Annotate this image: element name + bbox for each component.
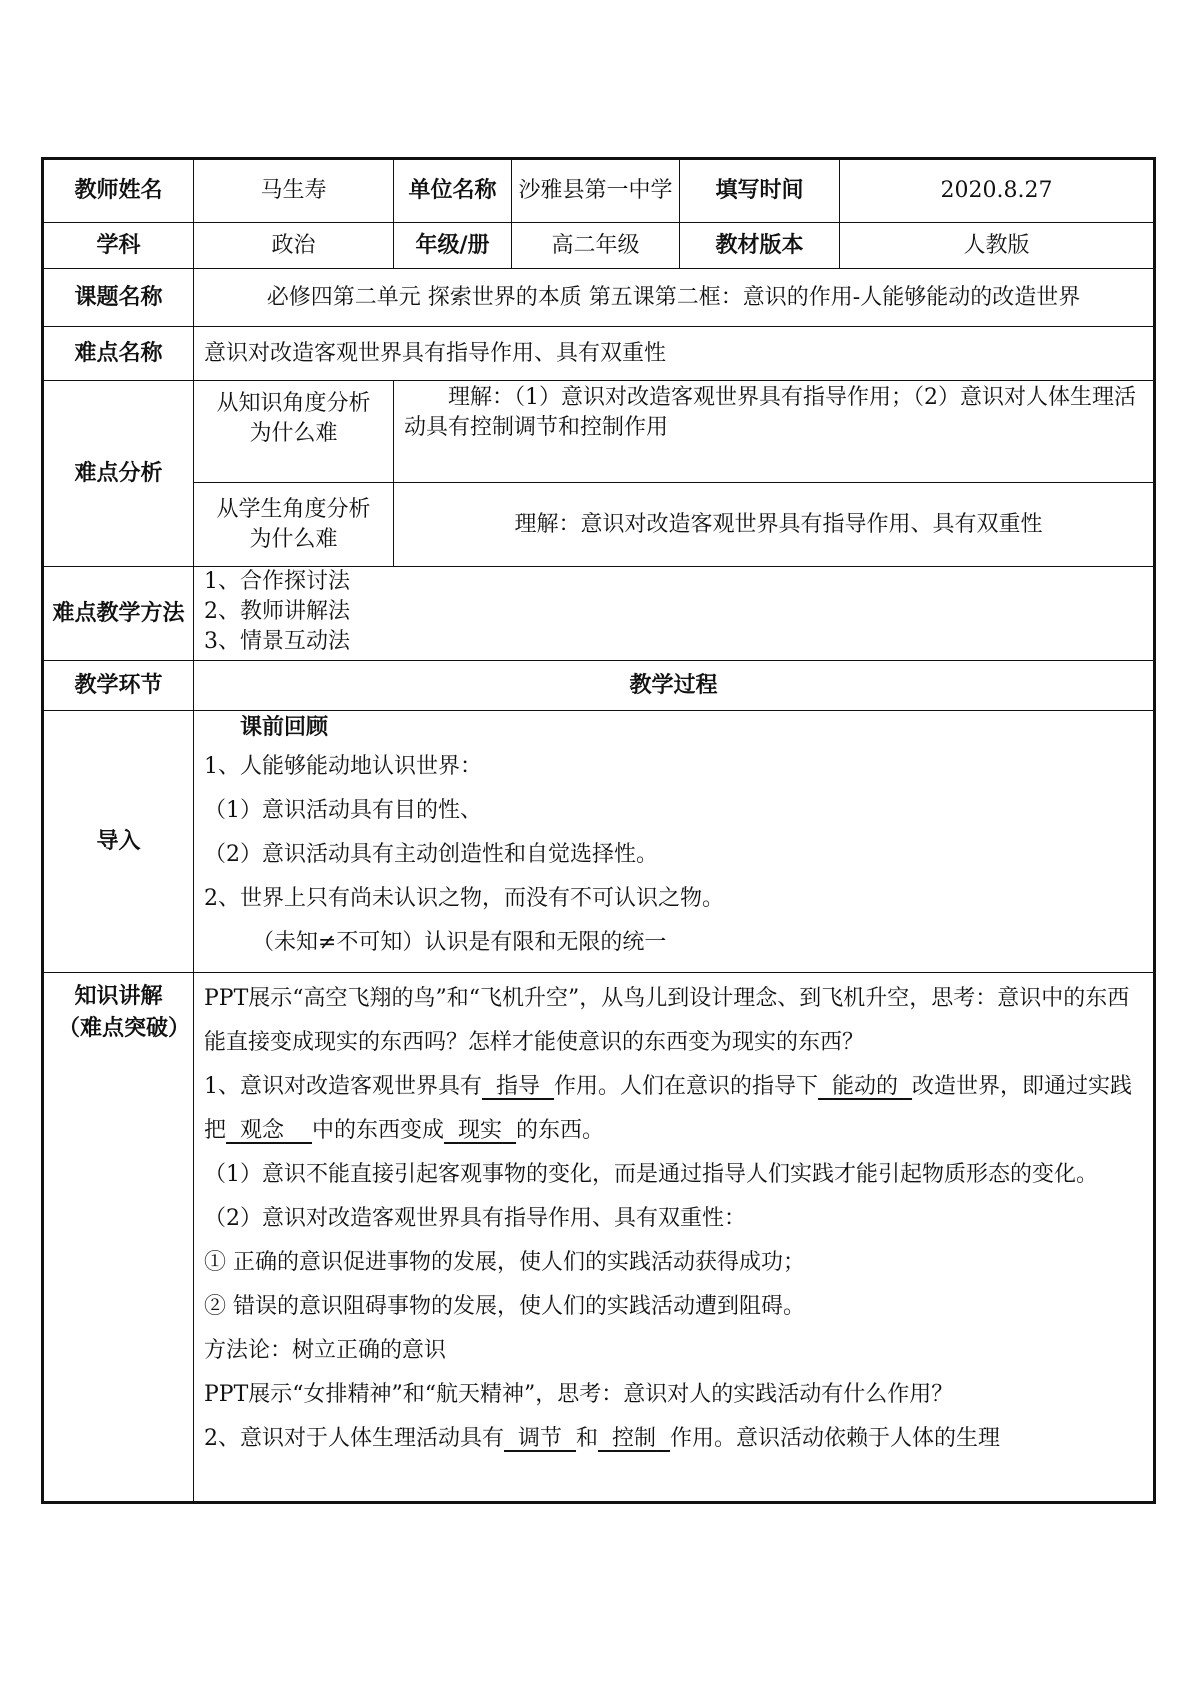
methods-row	[43, 567, 1155, 661]
fill-blank	[598, 1426, 670, 1451]
subject-label: 学科	[43, 223, 194, 269]
analysis-knowledge-text: 理解：（1）意识对改造客观世界具有指导作用；（2）意识对人体生理活动具有控制调节和控制作用	[394, 381, 1155, 483]
analysis-row-knowledge	[43, 381, 1155, 483]
fill-blank-text: 控制	[612, 1426, 657, 1451]
date-label: 填写时间	[680, 159, 840, 223]
teacher-label: 教师姓名	[43, 159, 194, 223]
knowledge-text: 2、意识对于人体生理活动具有	[204, 1426, 504, 1451]
intro-content	[194, 711, 1155, 973]
fill-blank	[482, 1074, 554, 1099]
knowledge-text: 中的东西变成	[312, 1118, 445, 1143]
process-header-row	[43, 661, 1155, 711]
analysis-student-label: 从学生角度分析为什么难	[194, 483, 394, 567]
analysis-label: 难点分析	[43, 381, 194, 567]
knowledge-text: 的东西。	[516, 1118, 605, 1143]
method-item: 3、情景互动法	[204, 629, 350, 654]
intro-row	[43, 711, 1155, 973]
knowledge-text: 和	[576, 1426, 599, 1451]
date-value: 2020.8.27	[840, 159, 1155, 223]
knowledge-text: 作用。意识活动依赖于人体的生理	[670, 1426, 1001, 1451]
methods-label: 难点教学方法	[43, 567, 194, 661]
fill-blank-text: 调节	[518, 1426, 563, 1451]
edition-value: 人教版	[840, 223, 1155, 269]
difficulty-row	[43, 327, 1155, 381]
grade-label: 年级/册	[394, 223, 512, 269]
knowledge-paragraph: ② 错误的意识阻碍事物的发展，使人们的实践活动遭到阻碍。	[204, 1294, 805, 1319]
unit-label: 单位名称	[394, 159, 512, 223]
fill-blank	[504, 1426, 576, 1451]
intro-label: 导入	[43, 711, 194, 973]
unit-value: 沙雅县第一中学	[512, 159, 680, 223]
grade-value: 高二年级	[512, 223, 680, 269]
knowledge-paragraph: 方法论：树立正确的意识	[204, 1338, 447, 1363]
knowledge-paragraph: （2）意识对改造客观世界具有指导作用、具有双重性：	[204, 1206, 746, 1231]
knowledge-text: 改造世界，即通过实践把	[204, 1074, 1133, 1143]
header-row-1	[43, 159, 1155, 223]
lesson-plan-table	[41, 157, 1156, 1504]
knowledge-paragraph: PPT展示“高空飞翔的鸟”和“飞机升空”，从鸟儿到设计理念、到飞机升空，思考：意识中的东西能直接变成现实的东西吗？怎样才能使意识的东西变为现实的东西？	[204, 986, 1130, 1055]
knowledge-paragraph: （1）意识不能直接引起客观事物的变化，而是通过指导人们实践才能引起物质形态的变化。	[204, 1162, 1099, 1187]
analysis-row-student	[43, 483, 1155, 567]
intro-line: （未知≠不可知）认识是有限和无限的统一	[252, 930, 667, 955]
stage-column-header: 教学环节	[43, 661, 194, 711]
header-row-2	[43, 223, 1155, 269]
fill-blank	[444, 1118, 516, 1143]
knowledge-paragraph	[204, 1417, 1143, 1461]
fill-blank-text: 观念	[240, 1118, 285, 1143]
intro-heading: 课前回顾	[240, 715, 329, 740]
knowledge-text: 作用。人们在意识的指导下	[554, 1074, 819, 1099]
intro-line: 1、人能够能动地认识世界：	[204, 754, 482, 779]
topic-value: 必修四第二单元 探索世界的本质 第五课第二框：意识的作用-人能够能动的改造世界	[194, 269, 1155, 327]
intro-line: （2）意识活动具有主动创造性和自觉选择性。	[204, 842, 658, 867]
knowledge-paragraph	[204, 1065, 1143, 1153]
knowledge-content	[194, 973, 1155, 1503]
fill-blank	[226, 1118, 312, 1143]
subject-value: 政治	[194, 223, 394, 269]
knowledge-paragraph: ① 正确的意识促进事物的发展，使人们的实践活动获得成功；	[204, 1250, 805, 1275]
knowledge-paragraph: PPT展示“女排精神”和“航天精神”，思考：意识对人的实践活动有什么作用？	[204, 1382, 954, 1407]
intro-line: 2、世界上只有尚未认识之物，而没有不可认识之物。	[204, 886, 724, 911]
methods-list	[194, 567, 1155, 661]
knowledge-label: 知识讲解（难点突破）	[43, 973, 194, 1503]
topic-row	[43, 269, 1155, 327]
analysis-knowledge-label: 从知识角度分析为什么难	[194, 381, 394, 483]
method-item: 1、合作探讨法	[204, 569, 350, 594]
analysis-student-text: 理解：意识对改造客观世界具有指导作用、具有双重性	[394, 483, 1155, 567]
fill-blank-text: 能动的	[832, 1074, 899, 1099]
edition-label: 教材版本	[680, 223, 840, 269]
fill-blank-text: 指导	[496, 1074, 541, 1099]
method-item: 2、教师讲解法	[204, 599, 350, 624]
teacher-value: 马生寿	[194, 159, 394, 223]
fill-blank	[818, 1074, 912, 1099]
difficulty-value: 意识对改造客观世界具有指导作用、具有双重性	[194, 327, 1155, 381]
difficulty-label: 难点名称	[43, 327, 194, 381]
process-column-header: 教学过程	[194, 661, 1155, 711]
intro-line: （1）意识活动具有目的性、	[204, 798, 482, 823]
fill-blank-text: 现实	[458, 1118, 503, 1143]
knowledge-text: 1、意识对改造客观世界具有	[204, 1074, 482, 1099]
knowledge-row	[43, 973, 1155, 1503]
topic-label: 课题名称	[43, 269, 194, 327]
